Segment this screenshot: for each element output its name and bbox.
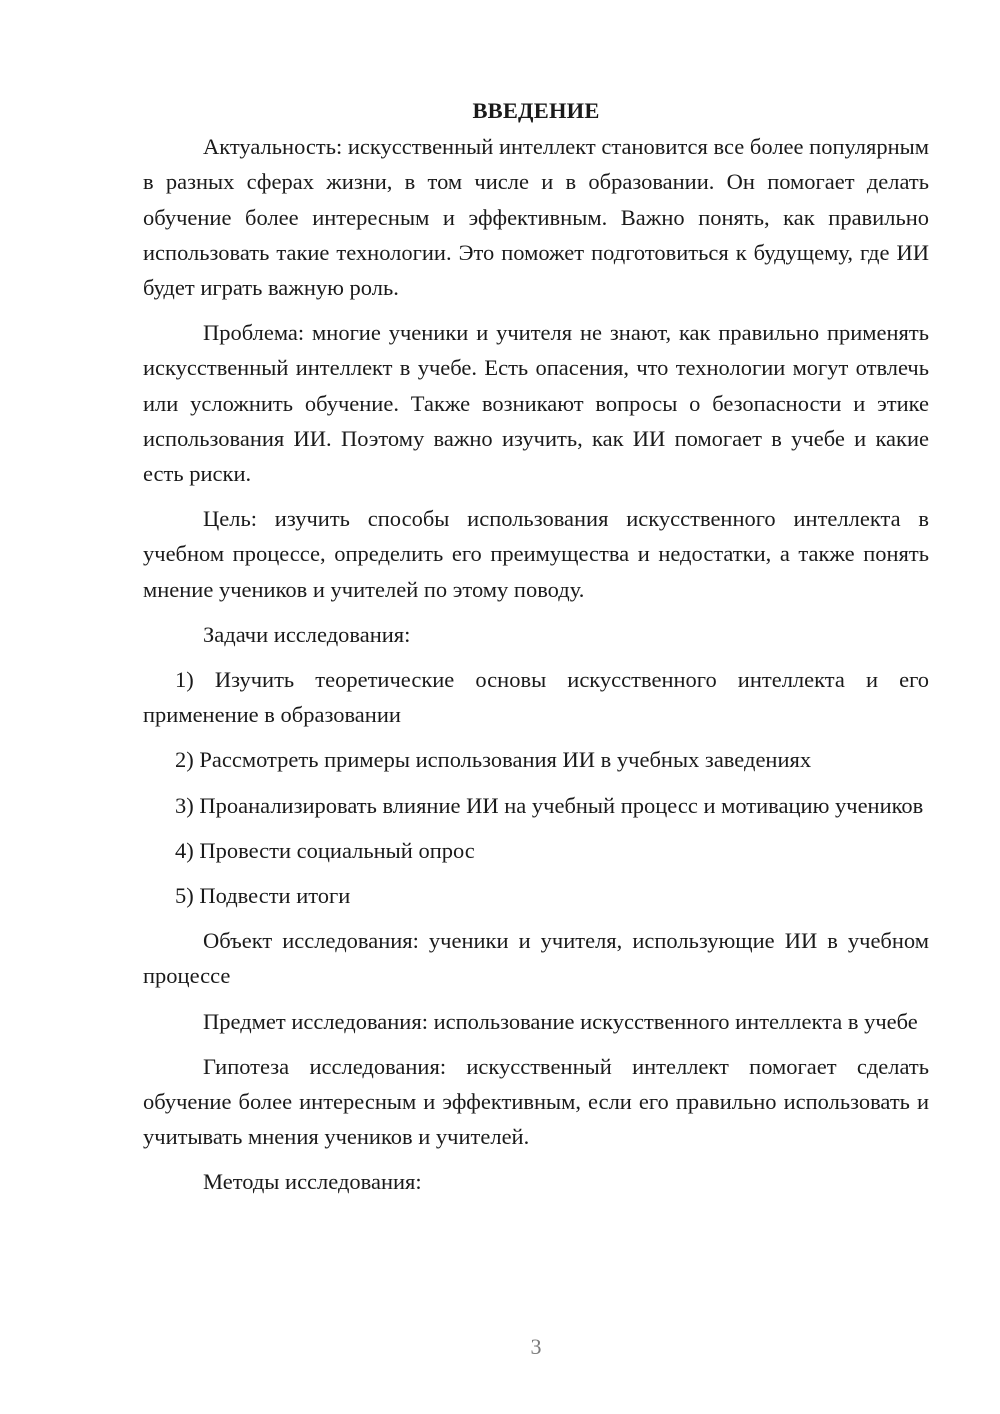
task-item-5: 5) Подвести итоги: [175, 883, 351, 909]
page-content: [143, 93, 929, 1210]
problem-paragraph: Проблема: многие ученики и учителя не знают, как правильно применять искусственный интеллект в учебе. Есть опасения, что технологии могут отвлечь или усложнить обучение. Также возникают вопросы о безопасности и этике использования ИИ. Поэтому важно изучить, как ИИ помогает в учебе и какие есть риски.: [143, 320, 929, 487]
page-number: 3: [530, 1334, 542, 1359]
task-item-3: 3) Проанализировать влияние ИИ на учебный процесс и мотивацию учеников: [175, 792, 924, 818]
relevance-paragraph: Актуальность: искусственный интеллект становится все более популярным в разных сферах жизни, в том числе и в образовании. Он помогает делать обучение более интересным и эффективным. Важно понять, как правильно использовать такие технологии. Это поможет подготовиться к будущему, где ИИ будет играть важную роль.: [143, 134, 929, 301]
task-item-1: 1) Изучить теоретические основы искусственного интеллекта и его применение в образовании: [143, 667, 929, 728]
hypothesis-paragraph: Гипотеза исследования: искусственный интеллект помогает сделать обучение более интересным и эффективным, если его правильно использовать и учитывать мнения учеников и учителей.: [143, 1053, 929, 1150]
object-paragraph: Объект исследования: ученики и учителя, использующие ИИ в учебном процессе: [143, 928, 929, 989]
section-title: ВВЕДЕНИЕ: [472, 98, 600, 123]
task-item-4: 4) Провести социальный опрос: [175, 837, 475, 863]
tasks-heading: Задачи исследования:: [203, 621, 411, 647]
goal-paragraph: Цель: изучить способы использования искусственного интеллекта в учебном процессе, определить его преимущества и недостатки, а также понять мнение учеников и учителей по этому поводу.: [143, 506, 929, 602]
methods-heading: Методы исследования:: [203, 1169, 422, 1195]
task-item-2: 2) Рассмотреть примеры использования ИИ в учебных заведениях: [175, 747, 812, 773]
subject-paragraph: Предмет исследования: использование искусственного интеллекта в учебе: [203, 1008, 918, 1034]
